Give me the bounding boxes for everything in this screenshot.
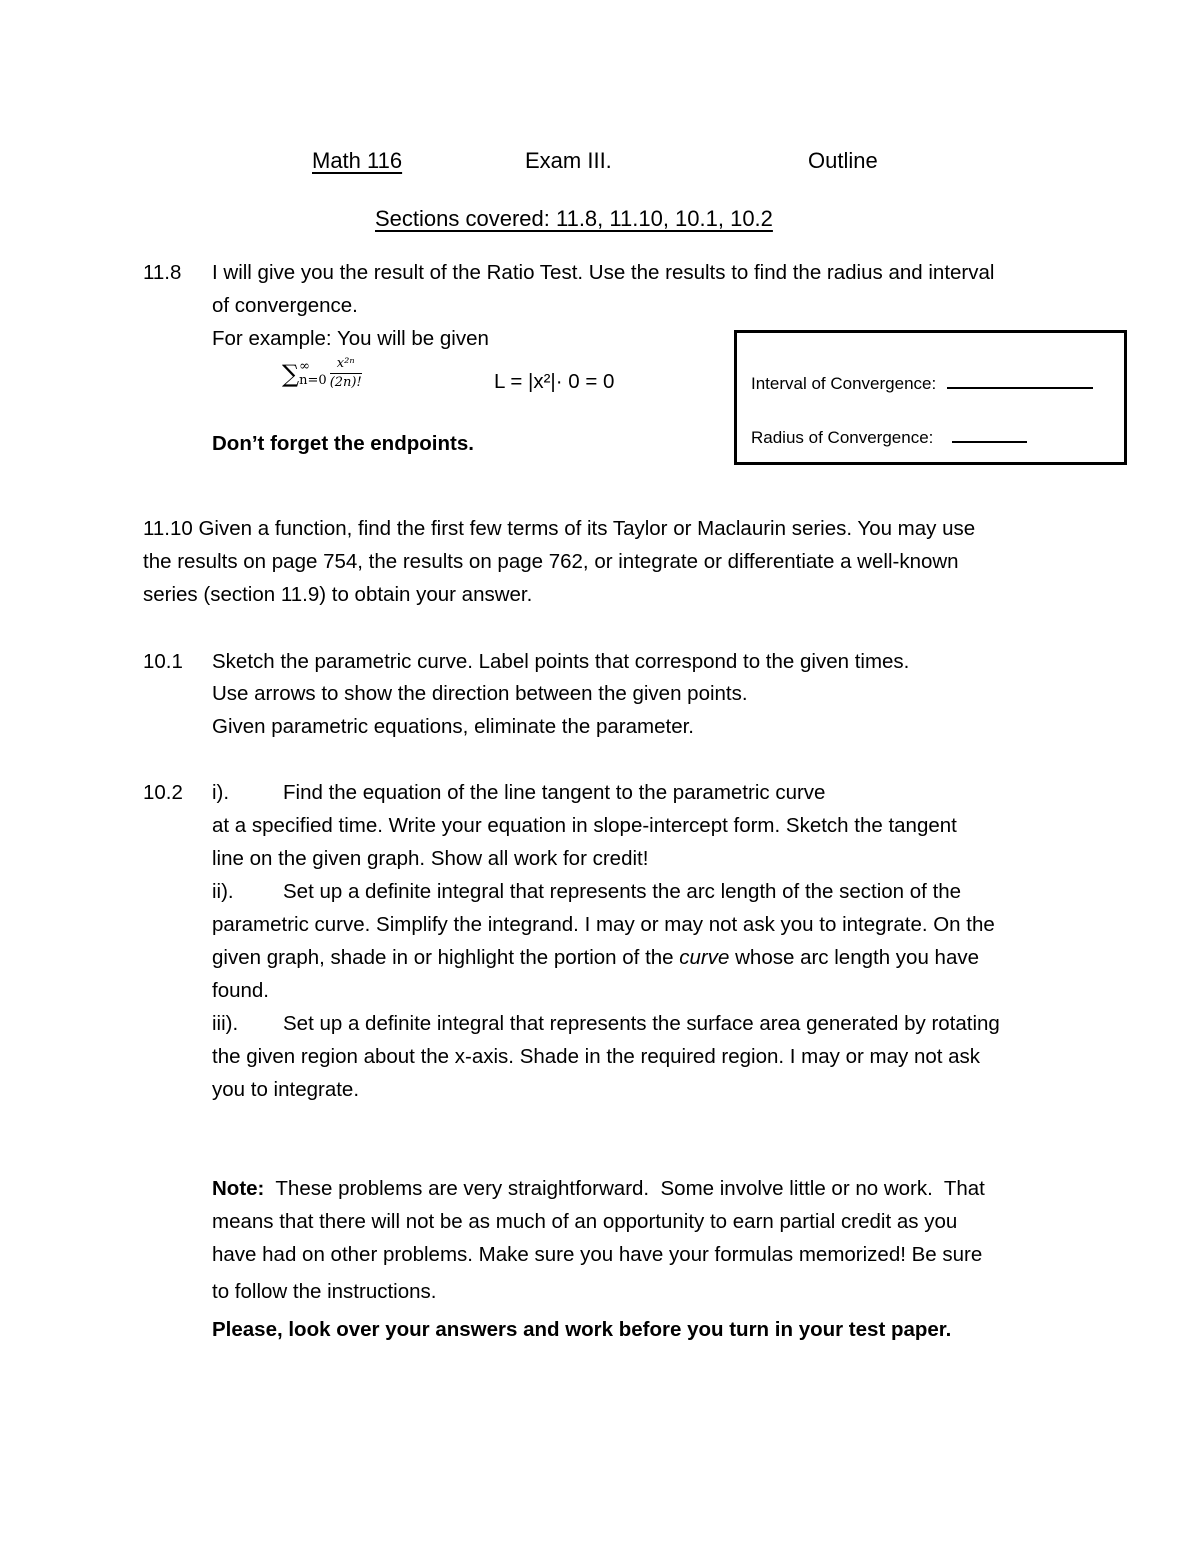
ratio-result: L = |x²|· 0 = 0 — [494, 370, 615, 393]
series-limits — [299, 360, 327, 388]
series-fraction — [330, 356, 362, 391]
part-ii-curve-word: curve — [679, 946, 730, 969]
interval-label: Interval of Convergence: — [751, 374, 937, 393]
part-ii-label: ii). — [212, 880, 234, 903]
part-i-line2: at a specified time. Write your equation in slope-intercept form. Sketch the tangent — [212, 814, 957, 837]
note-line3: have had on other problems. Make sure you have your formulas memorized! Be sure — [212, 1243, 983, 1266]
sections-covered: Sections covered: 11.8, 11.10, 10.1, 10.2 — [375, 206, 773, 231]
course-title — [312, 144, 890, 177]
series-lower: n=0 — [299, 372, 327, 388]
section-10-1-number: 10.1 — [143, 650, 183, 673]
radius-row — [751, 421, 1027, 454]
part-iii-line1: Set up a definite integral that represents the surface area generated by rotating — [283, 1012, 1000, 1035]
section-11-8-example: For example: You will be given — [212, 327, 489, 350]
section-10-1-line3: Given parametric equations, eliminate the parameter. — [212, 715, 695, 738]
part-iii-label: iii). — [212, 1012, 239, 1035]
note-label: Note: — [212, 1177, 265, 1200]
part-i-line1: Find the equation of the line tangent to the parametric curve — [283, 781, 826, 804]
part-ii-line3 — [212, 941, 979, 974]
series-denominator: (2n)! — [329, 375, 362, 390]
part-ii-line3-end: whose arc length you have — [729, 946, 979, 969]
series-upper: ∞ — [299, 358, 310, 374]
note-text1: These problems are very straightforward. Some involve little or no work. That — [264, 1177, 985, 1200]
section-11-8-line2: of convergence. — [212, 294, 358, 317]
interval-row — [751, 367, 1093, 400]
section-11-10-line2: the results on page 754, the results on page 762, or integrate or differentiate a well-known — [143, 550, 959, 573]
note-line2: means that there will not be as much of an opportunity to earn partial credit as you — [212, 1210, 958, 1233]
closing-reminder: Please, look over your answers and work before you turn in your test paper. — [212, 1318, 952, 1341]
series-formula — [282, 356, 362, 391]
radius-label: Radius of Convergence: — [751, 428, 934, 447]
section-11-10-line1: 11.10 Given a function, find the first few terms of its Taylor or Maclaurin series. You may use — [143, 517, 976, 540]
endpoints-reminder: Don’t forget the endpoints. — [212, 432, 474, 455]
section-11-8-line1: I will give you the result of the Ratio Test. Use the results to find the radius and interval — [212, 261, 995, 284]
course-name: Math 116 — [312, 148, 403, 173]
interval-blank — [947, 373, 1093, 389]
part-ii-line3-start: given graph, shade in or highlight the portion of the — [212, 946, 680, 969]
radius-blank — [952, 427, 1027, 443]
part-ii-line2: parametric curve. Simplify the integrand. I may or may not ask you to integrate. On the — [212, 913, 995, 936]
section-11-10-line3: series (section 11.9) to obtain your answer. — [143, 583, 533, 606]
part-ii-line1: Set up a definite integral that represents the arc length of the section of the — [283, 880, 962, 903]
section-10-2-number: 10.2 — [143, 781, 183, 804]
part-ii-line4: found. — [212, 979, 269, 1002]
note-line4: to follow the instructions. — [212, 1280, 437, 1303]
section-10-1-line2: Use arrows to show the direction between the given points. — [212, 682, 748, 705]
answer-box — [734, 330, 1127, 465]
part-i-label: i). — [212, 781, 230, 804]
series-numerator: x²ⁿ — [330, 356, 362, 374]
part-iii-line2: the given region about the x-axis. Shade in the required region. I may or may not ask — [212, 1045, 981, 1068]
part-i-line3: line on the given graph. Show all work for credit! — [212, 847, 649, 870]
section-11-8-number: 11.8 — [143, 261, 182, 284]
sigma-symbol: ∑ — [282, 359, 300, 388]
part-iii-line3: you to integrate. — [212, 1078, 360, 1101]
outline-label: Outline — [808, 148, 878, 173]
note-line1 — [212, 1172, 985, 1205]
section-10-1-line1: Sketch the parametric curve. Label points that correspond to the given times. — [212, 650, 910, 673]
exam-name: Exam III. — [525, 148, 612, 173]
